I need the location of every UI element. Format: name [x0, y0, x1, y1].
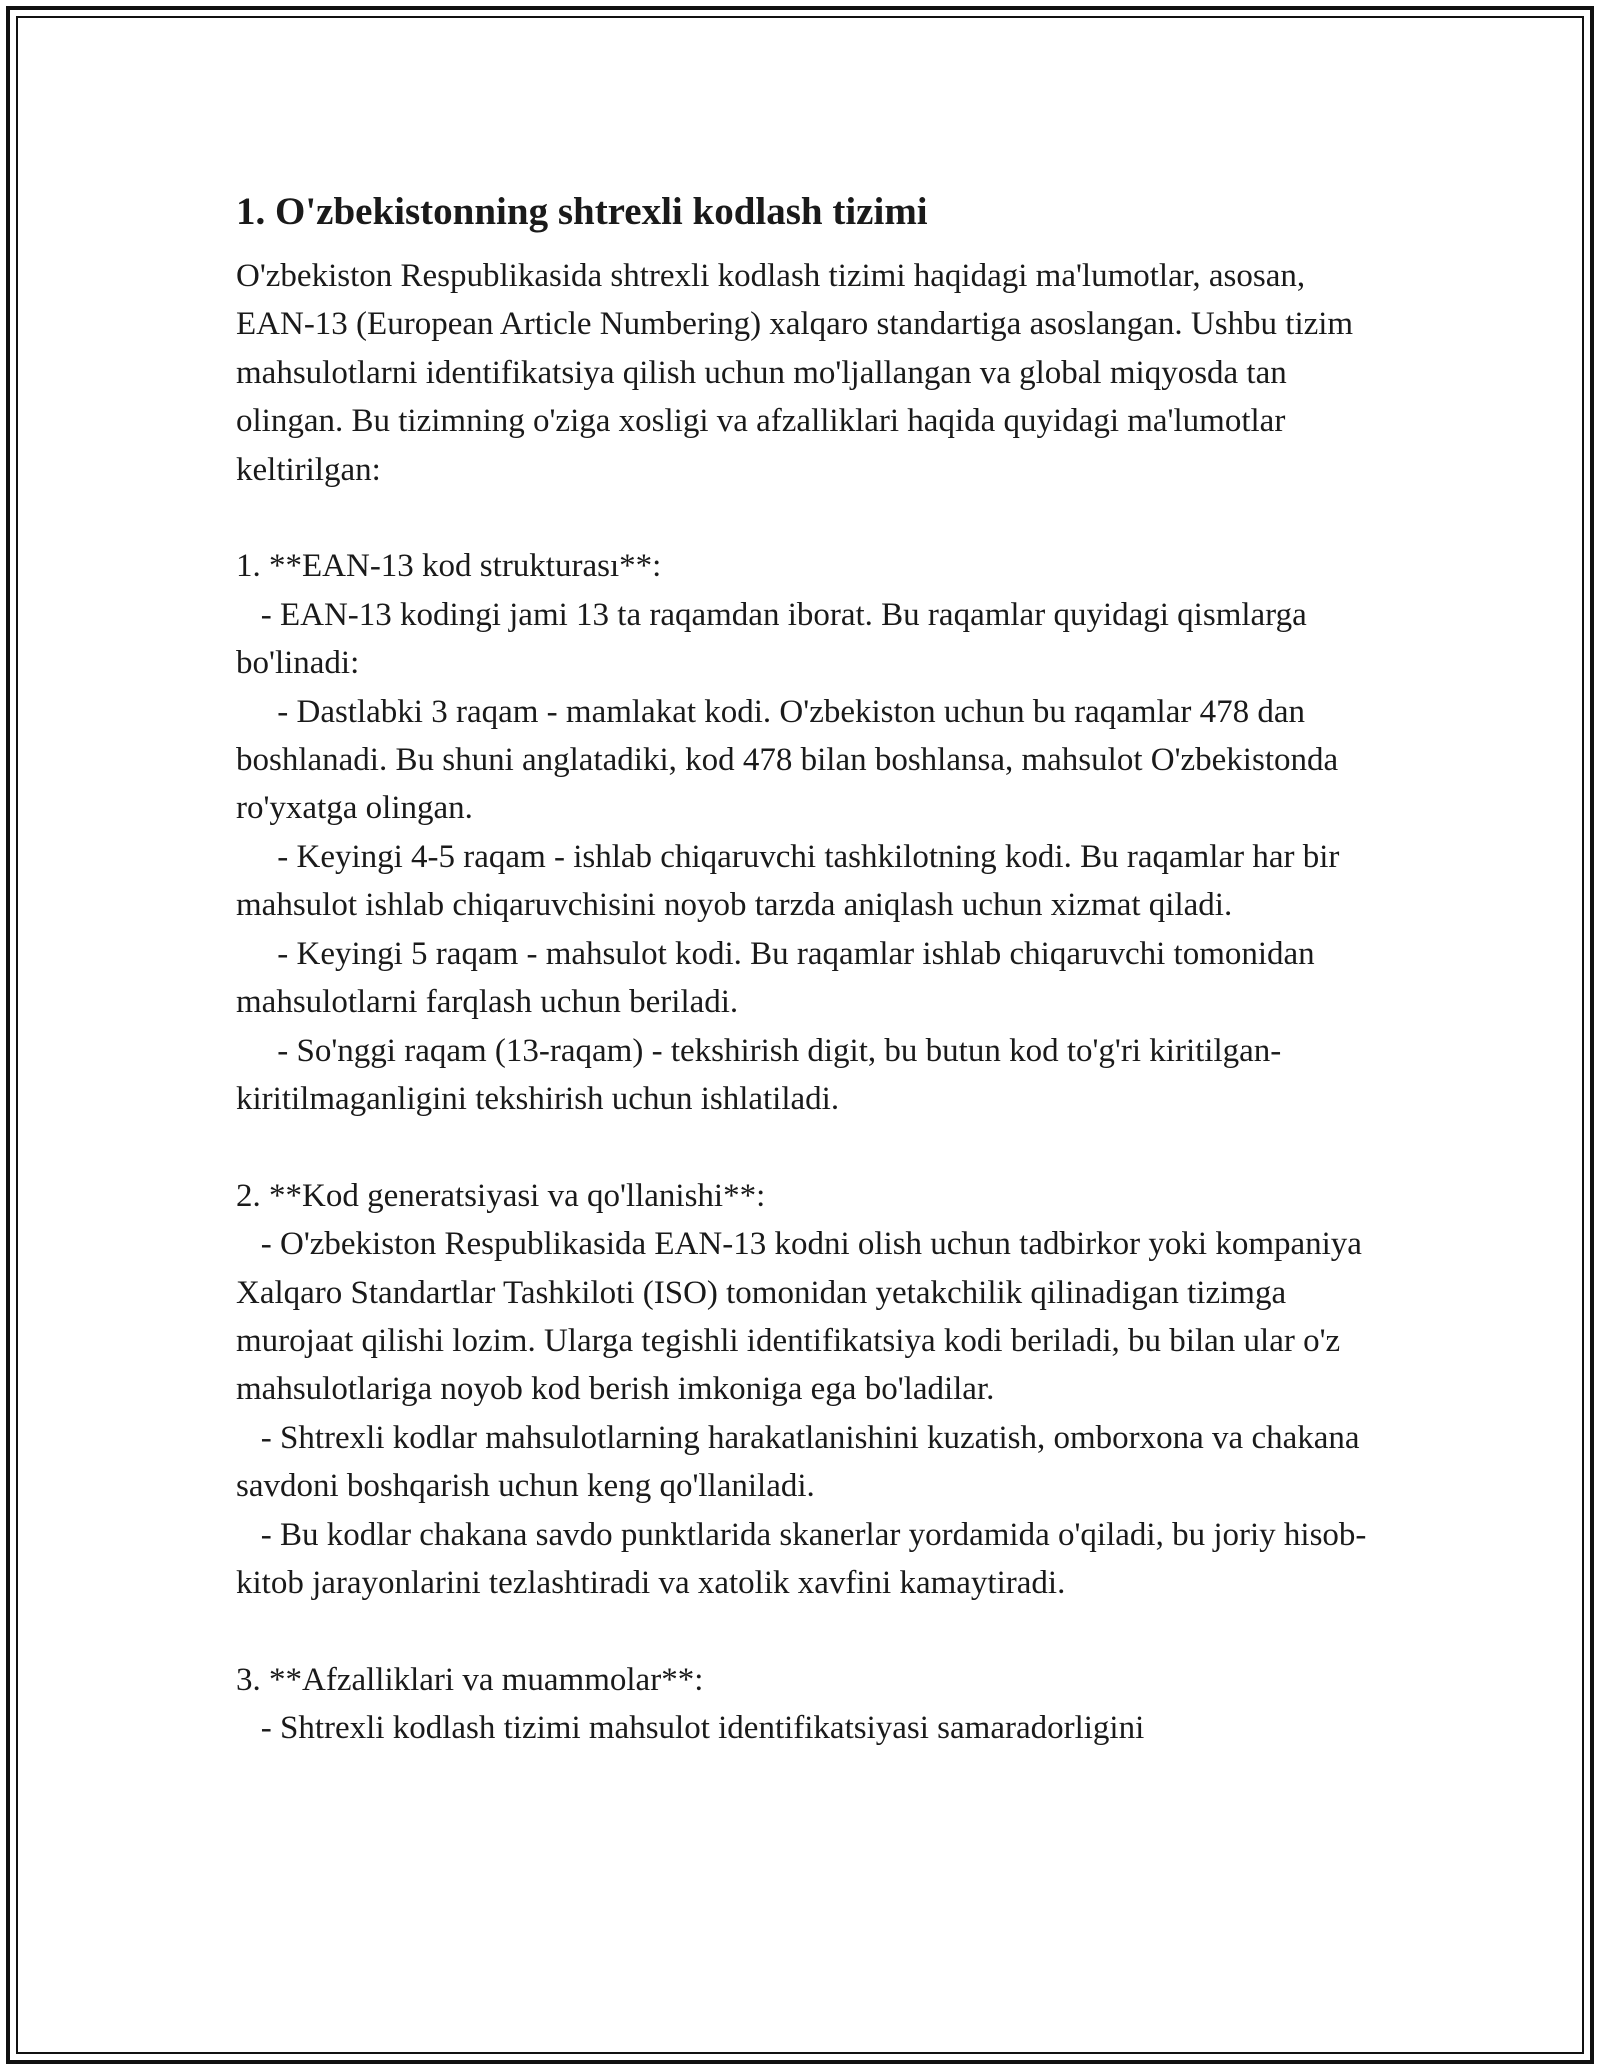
blank-line [236, 1123, 1386, 1171]
section-1-item: - EAN-13 kodingi jami 13 ta raqamdan iborat. Bu raqamlar quyidagi qismlarga bo'linadi: [236, 596, 1315, 682]
section-1-subitem: - Keyingi 5 raqam - mahsulot kodi. Bu raqamlar ishlab chiqaruvchi tomonidan mahsulotlarni farqlash uchun beriladi. [236, 935, 1323, 1021]
section-1-subitem: - Dastlabki 3 raqam - mamlakat kodi. O'zbekiston uchun bu raqamlar 478 dan boshlanadi. Bu shuni anglatadiki, kod 478 bilan boshlansa, mahsulot O'zbekistonda ro'yxatga olingan. [236, 693, 1347, 827]
blank-line [236, 1607, 1386, 1655]
section-3-item: - Shtrexli kodlash tizimi mahsulot identifikatsiyasi samaradorligini [236, 1710, 1145, 1747]
blank-line [236, 494, 1386, 542]
section-1-heading: 1. **EAN-13 kod strukturası**: [236, 548, 662, 585]
intro-paragraph: O'zbekiston Respublikasida shtrexli kodlash tizimi haqidagi ma'lumotlar, asosan, EAN-13 (European Article Numbering) xalqaro standartiga asoslangan. Ushbu tizim mahsulotlarni identifikatsiya qilish uchun mo'ljallangan va global miqyosda tan olingan. Bu tizimning o'ziga xosligi va afzalliklari haqida quyidagi ma'lumotlar keltirilgan: [236, 258, 1362, 488]
document-body [236, 186, 1386, 1753]
section-2-heading: 2. **Kod generatsiyasi va qo'llanishi**: [236, 1177, 766, 1214]
section-1-subitem: - So'nggi raqam (13-raqam) - tekshirish digit, bu butun kod to'g'ri kiritilgan-kiritilmaganligini tekshirish uchun ishlatiladi. [236, 1032, 1282, 1117]
section-2-item: - Bu kodlar chakana savdo punktlarida skanerlar yordamida o'qiladi, bu joriy hisob-kitob jarayonlarini tezlashtiradi va xatolik xavfini kamaytiradi. [236, 1516, 1367, 1601]
document-title: 1. O'zbekistonning shtrexli kodlash tizimi [236, 190, 928, 233]
section-2-item: - Shtrexli kodlar mahsulotlarning harakatlanishini kuzatish, omborxona va chakana savdoni boshqarish uchun keng qo'llaniladi. [236, 1419, 1368, 1505]
section-2-item: - O'zbekiston Respublikasida EAN-13 kodni olish uchun tadbirkor yoki kompaniya Xalqaro Standartlar Tashkiloti (ISO) tomonidan yetakchilik qilinadigan tizimga murojaat qilishi lozim. Ularga tegishli identifikatsiya kodi beriladi, bu bilan ular o'z mahsulotlariga noyob kod berish imkoniga ega bo'ladilar. [236, 1226, 1371, 1408]
section-3-heading: 3. **Afzalliklari va muammolar**: [236, 1661, 704, 1698]
section-1-subitem: - Keyingi 4-5 raqam - ishlab chiqaruvchi tashkilotning kodi. Bu raqamlar har bir mahsulot ishlab chiqaruvchisini noyob tarzda aniqlash uchun xizmat qiladi. [236, 838, 1348, 924]
